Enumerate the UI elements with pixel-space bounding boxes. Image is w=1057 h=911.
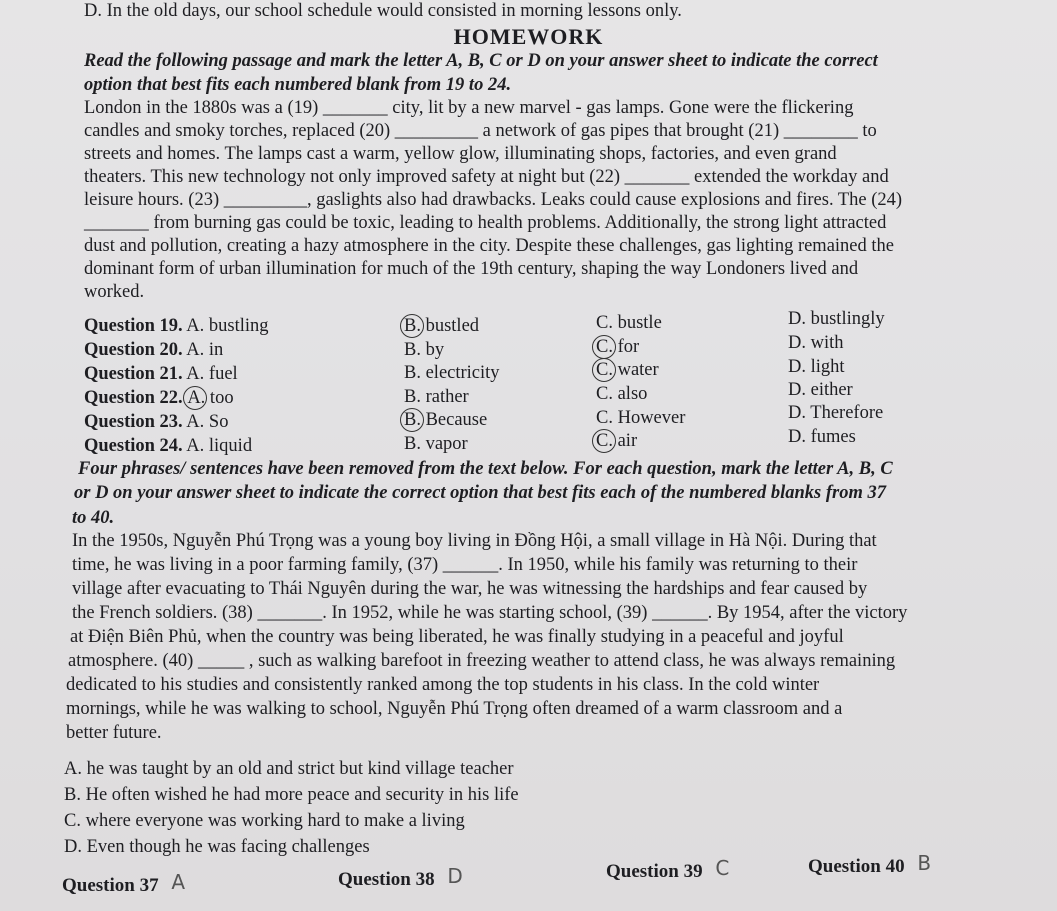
passage2-line: In the 1950s, Nguyễn Phú Trọng was a young boy living in Đồng Hội, a small village in Hà Nội. During that [72,531,877,551]
option-d: D. either [788,380,853,400]
passage2-line: village after evacuating to Thái Nguyên during the war, he was witnessing the hardships and fear caused by [72,579,868,599]
passage1-line: worked. [84,282,145,302]
option-b-circled: B. bustled [404,316,480,336]
question-row-20: Question 20. A. in [84,340,224,360]
previous-option-line: D. In the old days, our school schedule would consisted in morning lessons only. [84,1,682,21]
handwritten-answer: B [917,851,932,875]
passage1-line: streets and homes. The lamps cast a warm, yellow glow, illuminating shops, factories, and even grand [84,144,837,164]
handwritten-answer: C [715,856,730,880]
passage1-line: dominant form of urban illumination for much of the 19th century, shaping the way Londoners lived and [84,259,859,279]
sentence-option-c: C. where everyone was working hard to make a living [64,811,465,831]
answer-38: Question 38 D [338,864,463,890]
passage1-line: candles and smoky torches, replaced (20) _________ a network of gas pipes that brought (21) ________ to [84,121,877,141]
section2-instruction-line-2: or D on your answer sheet to indicate the correct option that best fits each of the numbered blanks from 37 [74,483,886,503]
passage1-line: dust and pollution, creating a hazy atmosphere in the city. Despite these challenges, gas lighting remained the [84,236,894,256]
passage2-line: better future. [66,723,162,743]
passage2-line: time, he was living in a poor farming family, (37) ______. In 1950, while his family was returning to their [72,555,858,575]
option-b-circled: B. Because [404,410,488,430]
option-d: D. Therefore [788,403,884,423]
answer-37: Question 37 A [62,870,186,896]
answer-39: Question 39 C [606,856,730,882]
passage2-line: at Điện Biên Phủ, when the country was being liberated, he was finally studying in a peaceful and joyful [70,627,844,647]
section2-instruction-line-3: to 40. [72,508,115,528]
question-row-19: Question 19. A. bustling [84,316,269,336]
section1-instruction-line-1: Read the following passage and mark the letter A, B, C or D on your answer sheet to indicate the correct [84,51,878,71]
option-c: C. However [596,408,686,428]
passage2-line: dedicated to his studies and consistently ranked among the top students in his class. In the cold winter [66,675,820,695]
question-row-22: Question 22. A. too [84,388,234,408]
option-a-circled: A. too [187,388,234,408]
question-row-24: Question 24. A. liquid [84,436,253,456]
option-b: B. vapor [404,434,468,454]
passage2-line: mornings, while he was walking to school, Nguyễn Phú Trọng often dreamed of a warm classroom and a [66,699,843,719]
passage2-line: atmosphere. (40) _____ , such as walking barefoot in freezing weather to attend class, he was always remaining [68,651,896,671]
option-c-circled: C. air [596,431,638,451]
passage1-line: _______ from burning gas could be toxic, leading to health problems. Additionally, the strong light attracted [84,213,887,233]
question-row-23: Question 23. A. So [84,412,229,432]
answer-40: Question 40 B [808,851,932,877]
option-b: B. by [404,340,445,360]
handwritten-answer: A [171,870,186,894]
sentence-option-d: D. Even though he was facing challenges [64,837,370,857]
option-d: D. fumes [788,427,856,447]
handwritten-answer: D [447,864,463,888]
passage1-line: theaters. This new technology not only improved safety at night but (22) _______ extended the workday and [84,167,889,187]
option-d: D. with [788,333,844,353]
option-c: C. bustle [596,313,662,333]
question-row-21: Question 21. A. fuel [84,364,238,384]
option-d: D. bustlingly [788,309,885,329]
sentence-option-a: A. he was taught by an old and strict but kind village teacher [64,759,514,779]
option-b: B. rather [404,387,469,407]
option-c-circled: C. for [596,337,640,357]
passage1-line: leisure hours. (23) _________, gaslights also had drawbacks. Leaks could cause explosions and fires. The (24) [84,190,903,210]
section1-instruction-line-2: option that best fits each numbered blank from 19 to 24. [84,75,512,95]
passage1-line: London in the 1880s was a (19) _______ city, lit by a new marvel - gas lamps. Gone were the flickering [84,98,854,118]
section2-instruction-line-1: Four phrases/ sentences have been removed from the text below. For each question, mark the letter A, B, C [78,459,893,479]
option-c: C. also [596,384,648,404]
option-c-circled: C. water [596,360,659,380]
option-d: D. light [788,357,845,377]
passage2-line: the French soldiers. (38) _______. In 1952, while he was starting school, (39) ______. By 1954, after the victory [72,603,908,623]
option-b: B. electricity [404,363,500,383]
sentence-option-b: B. He often wished he had more peace and security in his life [64,785,519,805]
homework-title: HOMEWORK [453,24,604,49]
